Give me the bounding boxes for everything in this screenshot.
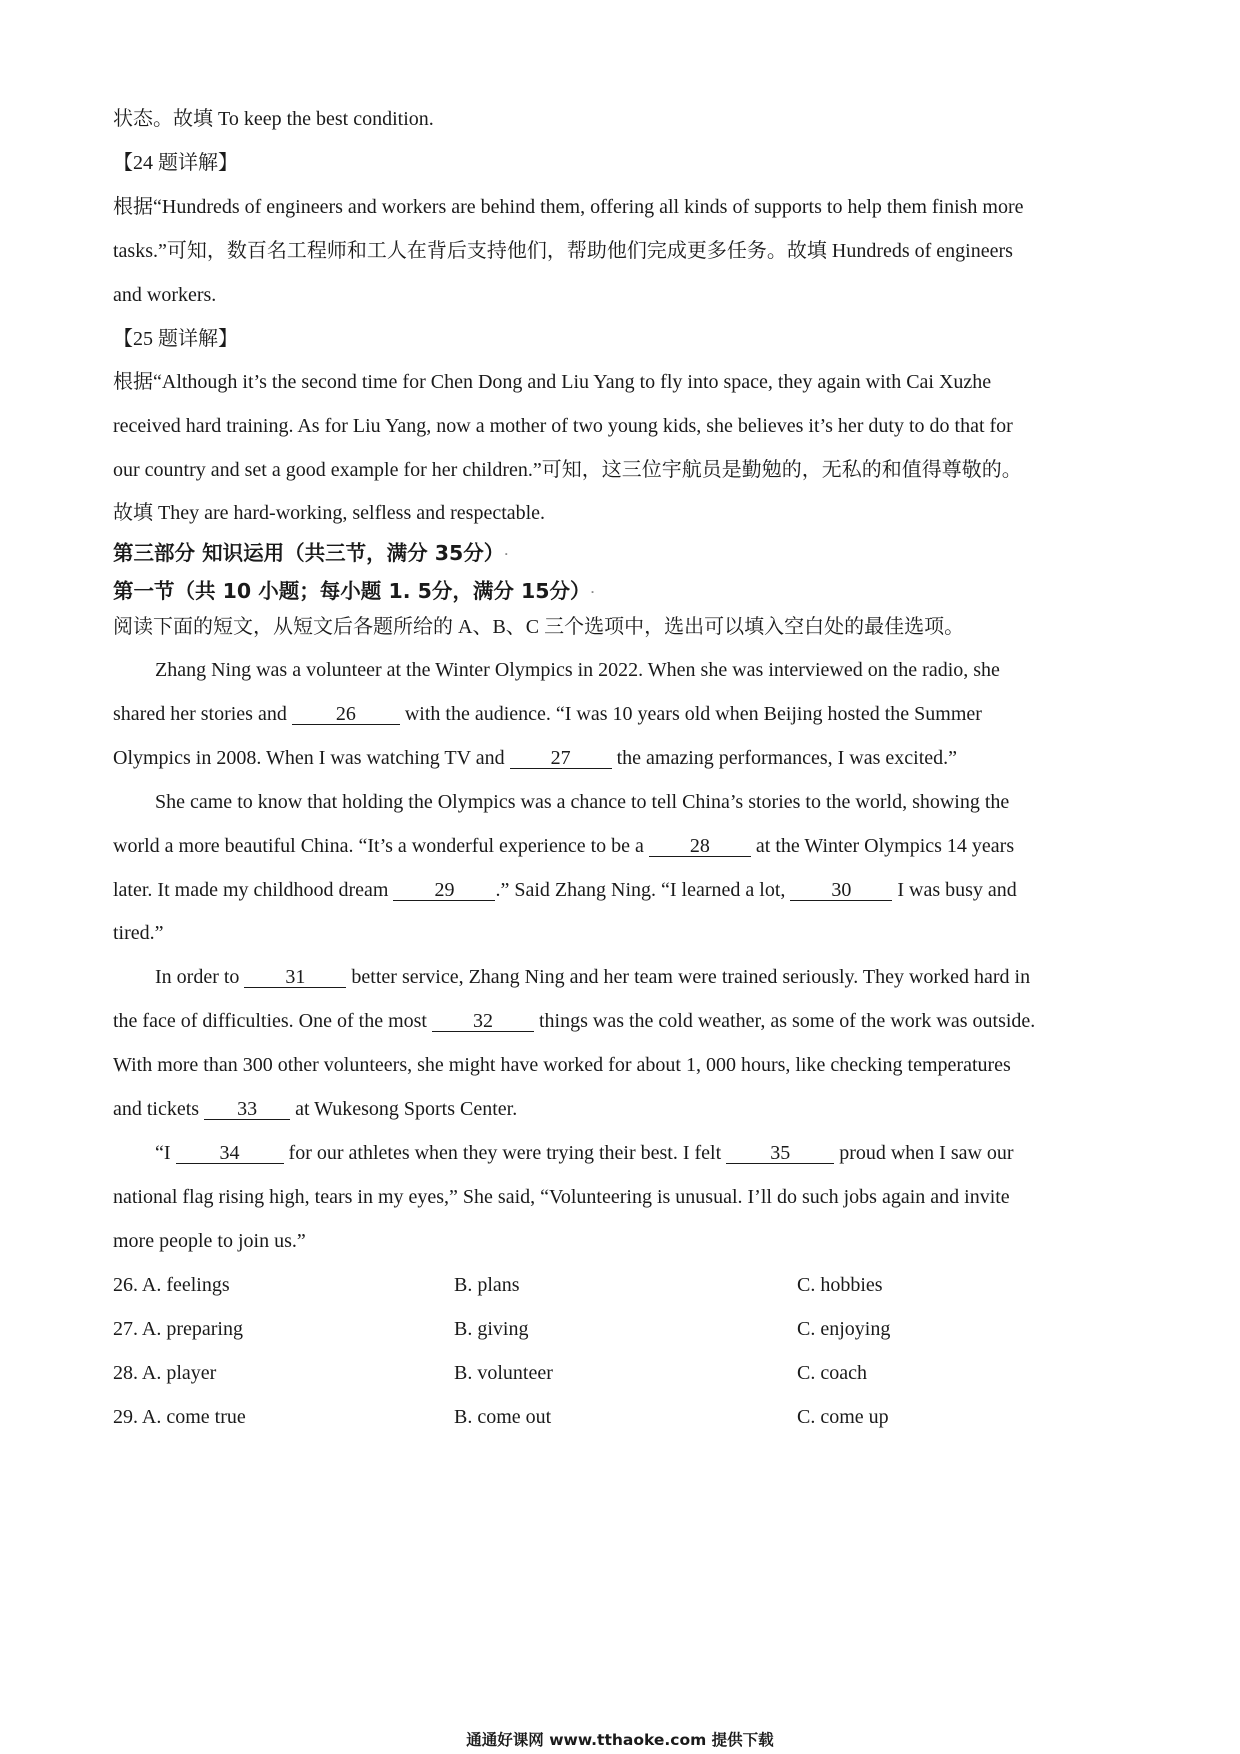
option-c: C. hobbies bbox=[797, 1274, 883, 1296]
blank-27: 27 bbox=[510, 748, 612, 769]
passage-line: national flag rising high, tears in my eyes,” She said, “Volunteering is unusual. I’ll do such jobs again and invite bbox=[113, 1186, 1010, 1208]
q25-explanation-line: our country and set a good example for her children.”可知，这三位宇航员是勤勉的，无私的和值得尊敬的。 bbox=[113, 459, 1022, 481]
passage-line: Olympics in 2008. When I was watching TV and 27 the amazing performances, I was excited.” bbox=[113, 747, 958, 769]
blank-34: 34 bbox=[176, 1143, 284, 1164]
q24-explanation-line: and workers. bbox=[113, 284, 217, 306]
option-c: C. enjoying bbox=[797, 1318, 891, 1340]
option-b: B. come out bbox=[454, 1406, 552, 1428]
option-a: 27. A. preparing bbox=[113, 1318, 243, 1340]
blank-35: 35 bbox=[726, 1143, 834, 1164]
option-c: C. coach bbox=[797, 1362, 867, 1384]
passage-line: “I 34 for our athletes when they were trying their best. I felt 35 proud when I saw our bbox=[155, 1142, 1014, 1164]
instruction: 阅读下面的短文，从短文后各题所给的 A、B、C 三个选项中，选出可以填入空白处的最佳选项。 bbox=[113, 616, 965, 638]
prev-answer-line: 状态。故填 To keep the best condition. bbox=[113, 108, 434, 130]
option-a: 29. A. come true bbox=[113, 1406, 246, 1428]
passage-line: the face of difficulties. One of the most 32 things was the cold weather, as some of the work was outside. bbox=[113, 1010, 1036, 1032]
option-b: B. volunteer bbox=[454, 1362, 553, 1384]
option-a: 26. A. feelings bbox=[113, 1274, 230, 1296]
section-title: 第一节（共 10 小题；每小题 1. 5分，满分 15分）. bbox=[113, 579, 595, 603]
blank-30: 30 bbox=[790, 880, 892, 901]
passage-line: and tickets 33 at Wukesong Sports Center. bbox=[113, 1098, 518, 1120]
q25-explanation-line: 根据“Although it’s the second time for Chen Dong and Liu Yang to fly into space, they again with Cai Xuzhe bbox=[113, 371, 992, 393]
passage-line: Zhang Ning was a volunteer at the Winter Olympics in 2022. When she was interviewed on the radio, she bbox=[155, 659, 1000, 681]
q24-heading: 【24 题详解】 bbox=[113, 152, 238, 174]
q25-explanation-line: received hard training. As for Liu Yang, now a mother of two young kids, she believes it’s her duty to do that for bbox=[113, 415, 1013, 437]
option-b: B. giving bbox=[454, 1318, 529, 1340]
q25-heading: 【25 题详解】 bbox=[113, 328, 238, 350]
q24-explanation-line: tasks.”可知，数百名工程师和工人在背后支持他们，帮助他们完成更多任务。故填 Hundreds of engineers bbox=[113, 240, 1013, 262]
passage-line: shared her stories and 26 with the audience. “I was 10 years old when Beijing hosted the Summer bbox=[113, 703, 982, 725]
option-a: 28. A. player bbox=[113, 1362, 217, 1384]
passage-line: more people to join us.” bbox=[113, 1230, 306, 1252]
blank-32: 32 bbox=[432, 1011, 534, 1032]
passage-line: With more than 300 other volunteers, she might have worked for about 1, 000 hours, like checking temperatures bbox=[113, 1054, 1011, 1076]
blank-33: 33 bbox=[204, 1099, 290, 1120]
option-b: B. plans bbox=[454, 1274, 520, 1296]
passage-line: In order to 31 better service, Zhang Ning and her team were trained seriously. They worked hard in bbox=[155, 966, 1031, 988]
option-c: C. come up bbox=[797, 1406, 889, 1428]
passage-line: tired.” bbox=[113, 922, 164, 944]
footer: 通通好课网 www.tthaoke.com 提供下载 bbox=[466, 1731, 774, 1749]
blank-26: 26 bbox=[292, 704, 400, 725]
blank-31: 31 bbox=[244, 967, 346, 988]
q25-explanation-line: 故填 They are hard-working, selfless and respectable. bbox=[113, 502, 546, 524]
passage-line: world a more beautiful China. “It’s a wonderful experience to be a 28 at the Winter Olympics 14 years bbox=[113, 835, 1015, 857]
q24-explanation-line: 根据“Hundreds of engineers and workers are behind them, offering all kinds of supports to help them finish more bbox=[113, 196, 1024, 218]
blank-28: 28 bbox=[649, 836, 751, 857]
passage-line: She came to know that holding the Olympics was a chance to tell China’s stories to the world, showing the bbox=[155, 791, 1010, 813]
blank-29: 29 bbox=[393, 880, 495, 901]
passage-line: later. It made my childhood dream 29 .” Said Zhang Ning. “I learned a lot, 30 I was busy and bbox=[113, 879, 1017, 901]
part-title: 第三部分 知识运用（共三节，满分 35分）. bbox=[113, 541, 509, 565]
